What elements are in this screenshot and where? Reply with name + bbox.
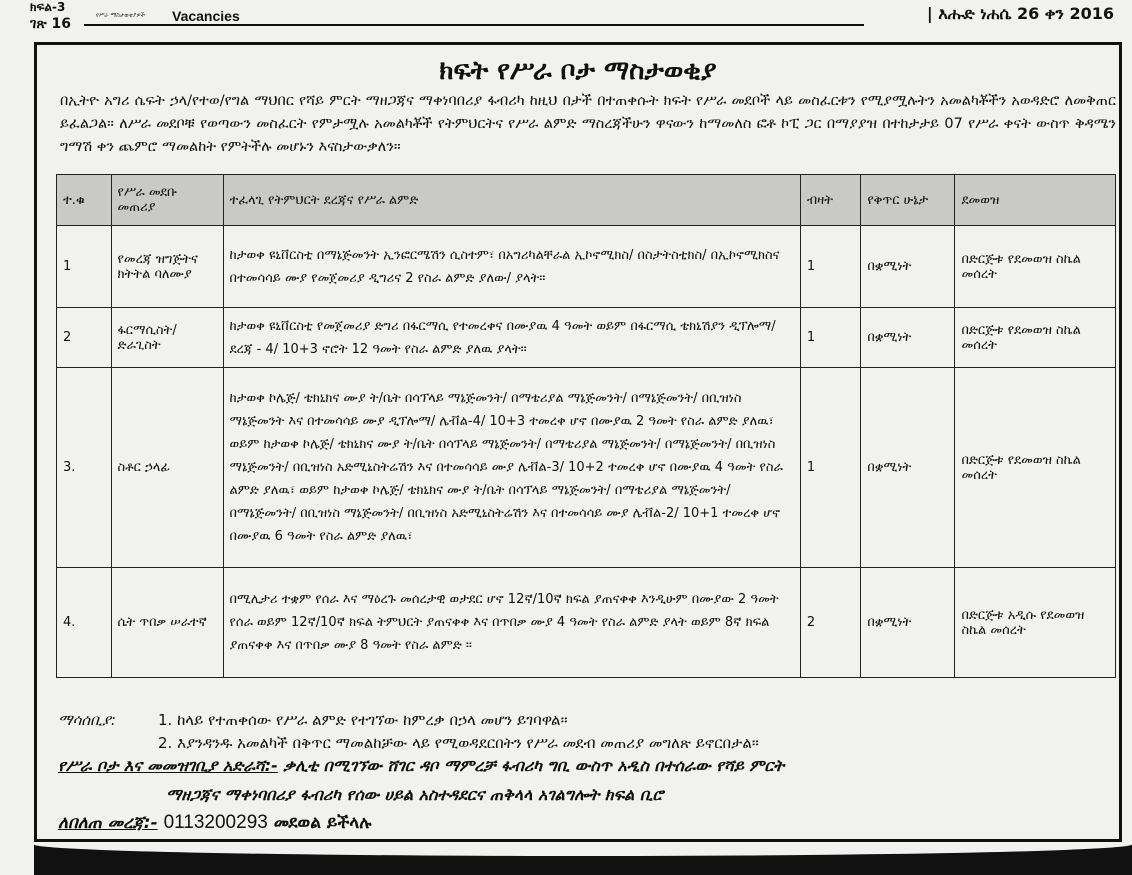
row-salary: በድርጅቱ የደመወዝ ስኬል መሰረት xyxy=(955,226,1116,308)
row-requirements: ከታወቀ ዩኒቨርስቲ የመጀመሪያ ድግሪ በፋርማሲ የተመረቀና በሙያዉ 4 ዓመት ወይም በፋርማሲ ቴክኒሽያን ዲፕሎማ/ ደረጃ - 4/ 10+3 ኖሮት 12 ዓመት የስራ ልምድ ያለዉ ያላት። xyxy=(223,308,800,368)
contact-label: ለበለጠ መረጃ:- xyxy=(58,813,158,833)
header-quantity: ብዛት xyxy=(800,175,860,226)
address-line-2: ማዘጋጃና ማቀነባበሪያ ፋብሪካ የሰው ሀይል አስተዳደርና ጠቅላላ አገልግሎት ክፍል ቢሮ xyxy=(166,785,664,804)
header-no: ተ.ቁ xyxy=(57,175,112,226)
row-requirements: በሚሊታሪ ተቋም የሰራ እና ማዕረጉ መሰረታዊ ወታደር ሆኖ 12ኛ/10ኛ ክፍል ያጠናቀቀ እንዲሁም በሙያው 2 ዓመት የሰራ ወይም 12ኛ/10ኛ ክፍል ትምህርት ያጠናቀቀ እና በጥበቃ ሙያ 4 ዓመት የስራ ልምድ ያላት ወይም 8ኛ ክፍል ያጠናቀቀ እና በጥበቃ ሙያ 8 ዓመት የስራ ልምድ ። xyxy=(223,568,800,678)
ad-bottom-bar xyxy=(34,842,1132,875)
row-employment: በቋሚነት xyxy=(861,226,955,308)
section-label: ክፍል-3 xyxy=(30,0,66,14)
page-number: ገጽ 16 xyxy=(30,16,72,32)
header-salary: ደመወዝ xyxy=(955,175,1116,226)
row-no: 1 xyxy=(57,226,112,308)
row-title: ፋርማሲስት/ ድራጊስት xyxy=(111,308,223,368)
row-salary: በድርጅቱ የደመወዝ ስኬል መሰረት xyxy=(955,368,1116,568)
table-row xyxy=(57,308,1116,368)
contact-phone: 0113200293 xyxy=(163,812,268,833)
header-title: የሥራ መደቡ መጠሪያ xyxy=(111,175,223,226)
row-employment: በቋሚነት xyxy=(861,368,955,568)
contact-block xyxy=(58,812,371,834)
row-employment: በቋሚነት xyxy=(861,308,955,368)
row-requirements: ከታወቀ ዩኒቨርስቲ በማኔጅመንት ኢንፎርሜሽን ሲስተም፣ በአግሪካልቸራል ኢኮኖሚክስ/ በስታትስቲክስ/ በኢኮኖሚክስና በተመሳሳይ ሙያ የመጀመሪያ ዲግሪና 2 የስራ ልምድ ያለው/ ያላት። xyxy=(223,226,800,308)
vacancy-table xyxy=(56,174,1116,678)
row-title: የመረጃ ዝግጅትና ክትትል ባለሙያ xyxy=(111,226,223,308)
row-no: 3. xyxy=(57,368,112,568)
row-requirements: ከታወቀ ኮሌጅ/ ቴክኒክና ሙያ ት/ቤት በሳፕላይ ማኔጅመንት/ በማቴሪያል ማኔጅመንት/ በማኔጅመንት/ በቢዝነስ ማኔጅመንት እና በተመሳሳይ ሙያ ዲፕሎማ/ ሌቭል-4/ 10+3 ተመረቀ ሆኖ በሙያዉ 2 ዓመት የስራ ልምድ ያለዉ፣ ወይም ከታወቀ ኮሌጅ/ ቴክኒክና ሙያ ት/ቤት በሳፕላይ ማኔጅመንት/ በማቴሪያል ማኔጅመንት/ በማኔጅመንት/ በቢዝነስ ማኔጅመንት/ በቢዝነስ አድሚኒስትሬሽን እና በተመሳሳይ ሙያ ሌቭል-3/ 10+2 ተመረቀ ሆኖ በሙያዉ 4 ዓመት የስራ ልምድ ያለዉ፣ ወይም ከታወቀ ኮሌጅ/ ቴክኒክና ሙያ ት/ቤት በሳፕላይ ማኔጅመንት/ በማቴሪያል ማኔጅመንት/ በማኔጅመንት/ በቢዝነስ ማኔጅመንት/ በቢዝነስ አድሚኒስትሬሽን እና በተመሳሳይ ሙያ ሌቭል-2/ 10+1 ተመረቀ ሆኖ በሙያዉ 6 ዓመት የስራ ልምድ ያለዉ፣ xyxy=(223,368,800,568)
category-label: Vacancies xyxy=(172,8,240,24)
contact-suffix: መደወል ይችላሉ xyxy=(273,813,372,833)
address-block xyxy=(58,756,784,776)
row-quantity: 1 xyxy=(800,226,860,308)
table-row xyxy=(57,568,1116,678)
address-line-1: ቃሊቲ በሚገኘው ሸገር ዳቦ ማምረቻ ፋብሪካ ግቢ ውስጥ አዲስ በተሰራው የሻይ ምርት xyxy=(283,756,785,775)
row-quantity: 2 xyxy=(800,568,860,678)
note-item: 1. ከላይ የተጠቀሰው የሥራ ልምድ የተገኘው ከምረቃ በኃላ መሆን ይገባዋል። xyxy=(158,711,568,729)
header-requirements: ተፈላጊ የትምህርት ደረጃና የሥራ ልምድ xyxy=(223,175,800,226)
table-header-row xyxy=(57,175,1116,226)
ad-intro: በኢትዮ አግሪ ሴፍት ኃላ/የተወ/የግል ማህበር የሻይ ምርት ማዘጋጃና ማቀነባበሪያ ፋብሪካ ከዚህ በታች በተጠቀሱት ክፍት የሥራ መደቦች ላይ መስፈርቱን የሚያሟሉትን አመልካቾችን አወዳድሮ ለመቅጠር ይፈልጋል። ለሥራ መደቦቹ የወጣውን መስፈርት የምታሟሉ አመልካቾች የትምህርትና የሥራ ልምድ ማስረጃችሁን ዋናውን ከማመለስ ፎቶ ኮፒ ጋር በማያያዝ በተከታታይ 07 የሥራ ቀናት ውስጥ ቅዳሜን ግማሽ ቀን ጨምሮ ማመልከት የምትችሉ መሆኑን እናስታውቃለን። xyxy=(60,93,1116,155)
table-row xyxy=(57,226,1116,308)
row-employment: በቋሚነት xyxy=(861,568,955,678)
row-no: 2 xyxy=(57,308,112,368)
row-quantity: 1 xyxy=(800,368,860,568)
address-label: የሥራ ቦታ እና መመዝገቢያ አድራሻ:- xyxy=(58,756,278,775)
issue-date: | እሑድ ነሐሴ 26 ቀን 2016 xyxy=(927,4,1114,24)
row-title: ስቶር ኃላፊ xyxy=(111,368,223,568)
masthead xyxy=(0,0,1132,36)
row-title: ሴት ጥበቃ ሠራተኛ xyxy=(111,568,223,678)
table-row xyxy=(57,368,1116,568)
ad-title: ክፍት የሥራ ቦታ ማስታወቂያ xyxy=(439,56,717,86)
notes-label: ማሳሰቢያ: xyxy=(58,711,116,729)
row-quantity: 1 xyxy=(800,308,860,368)
row-no: 4. xyxy=(57,568,112,678)
brand-label: የሥራ ማስታወቂያዎች xyxy=(96,12,145,19)
row-salary: በድርጅቱ አዲሱ የደመወዝ ስኬል መሰረት xyxy=(955,568,1116,678)
row-salary: በድርጅቱ የደመወዝ ስኬል መሰረት xyxy=(955,308,1116,368)
note-item: 2. እያንዳንዱ አመልካች በቅጥር ማመልከቻው ላይ የሚወዳደርበትን የሥራ መደብ መጠሪያ መግለጽ ይኖርበታል። xyxy=(158,734,759,752)
header-employment: የቅጥር ሁኔታ xyxy=(861,175,955,226)
masthead-rule xyxy=(84,24,864,26)
